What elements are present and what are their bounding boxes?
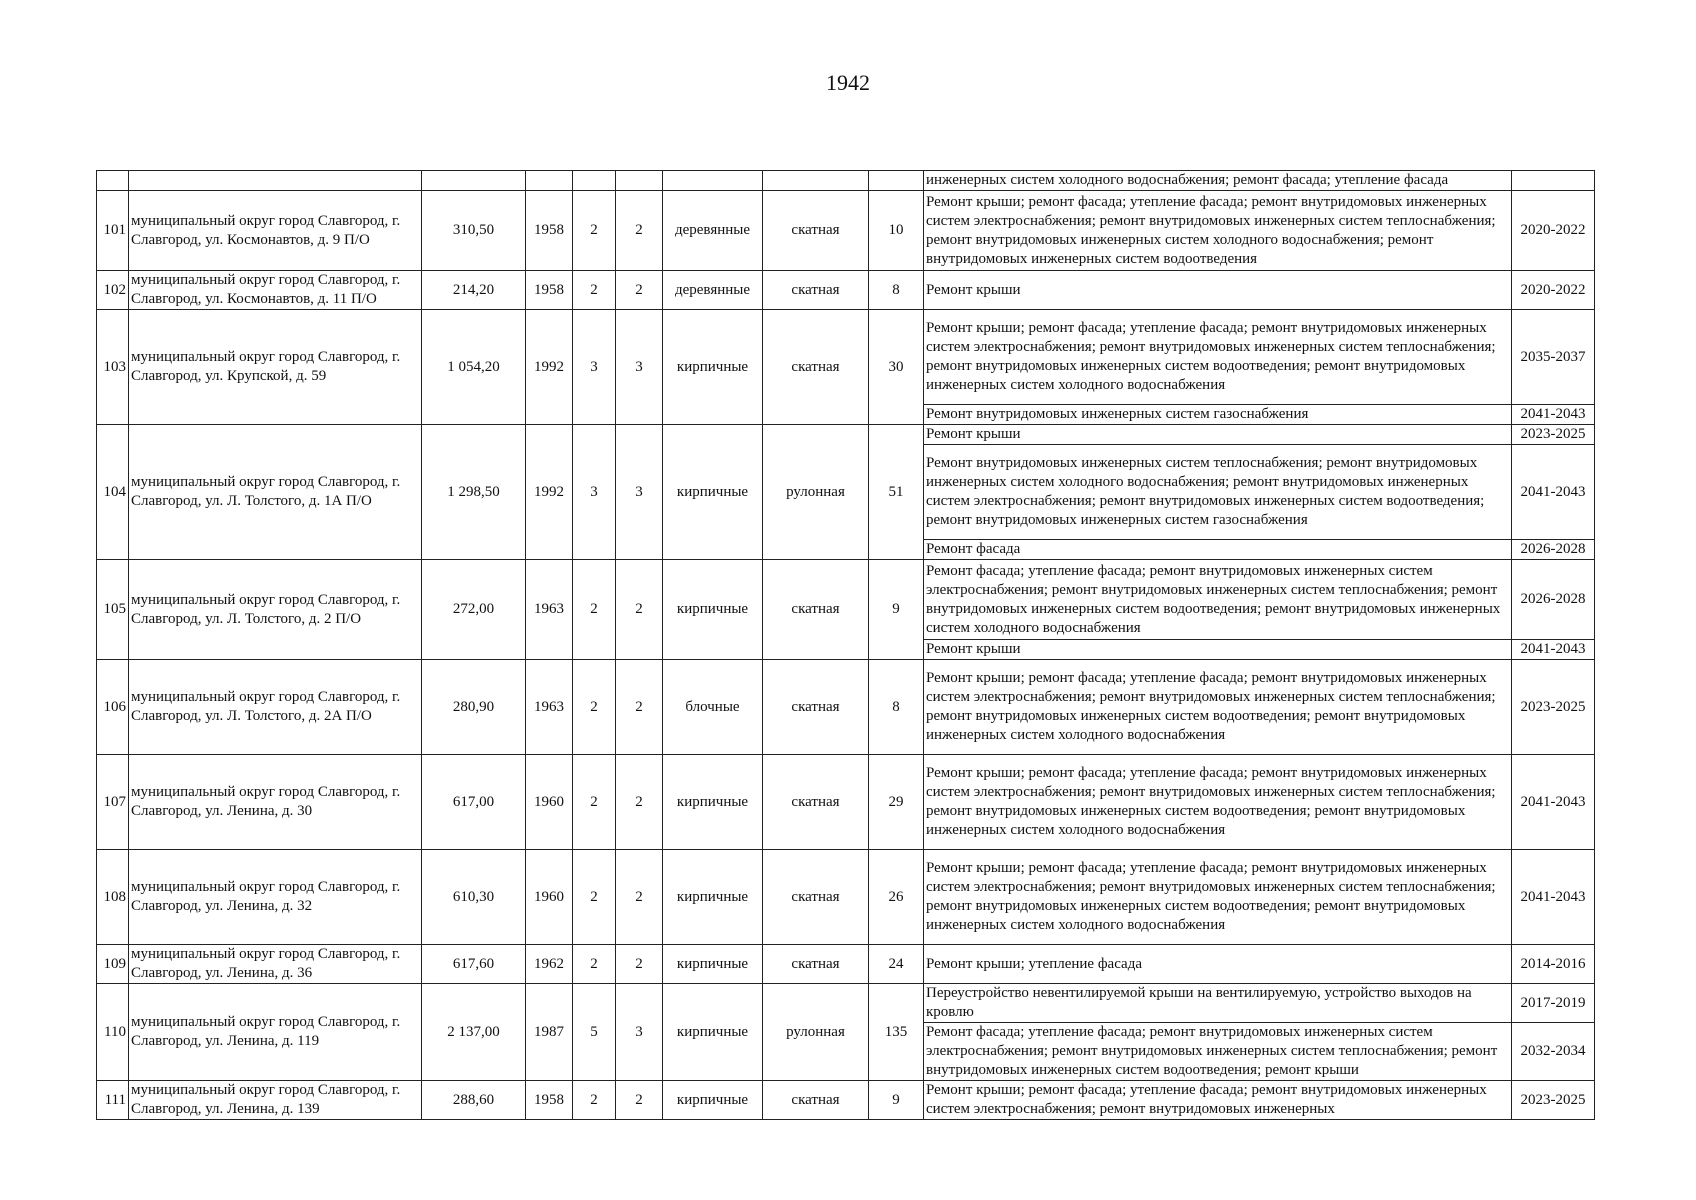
entrances-cell: 2 bbox=[616, 191, 663, 271]
roof-type-cell: скатная bbox=[763, 660, 869, 755]
wall-material-cell: кирпичные bbox=[663, 984, 763, 1081]
row-number: 108 bbox=[97, 850, 129, 945]
cell-empty bbox=[1512, 171, 1595, 191]
wall-material-cell: кирпичные bbox=[663, 1081, 763, 1120]
residents-cell: 24 bbox=[869, 945, 924, 984]
year-cell: 1960 bbox=[526, 755, 573, 850]
work-description: Ремонт крыши bbox=[924, 425, 1512, 445]
wall-material-cell: кирпичные bbox=[663, 310, 763, 425]
entrances-cell: 2 bbox=[616, 560, 663, 660]
row-number: 103 bbox=[97, 310, 129, 425]
wall-material-cell: кирпичные bbox=[663, 755, 763, 850]
wall-material-cell: блочные bbox=[663, 660, 763, 755]
residents-cell: 29 bbox=[869, 755, 924, 850]
residents-cell: 8 bbox=[869, 271, 924, 310]
period-cell: 2041-2043 bbox=[1512, 755, 1595, 850]
row-number: 109 bbox=[97, 945, 129, 984]
roof-type-cell: рулонная bbox=[763, 984, 869, 1081]
table-row bbox=[97, 945, 1595, 984]
address-cell: муниципальный округ город Славгород, г. Славгород, ул. Ленина, д. 119 bbox=[129, 984, 422, 1081]
cell-empty bbox=[526, 171, 573, 191]
table-row bbox=[97, 271, 1595, 310]
address-cell: муниципальный округ город Славгород, г. Славгород, ул. Л. Толстого, д. 2А П/О bbox=[129, 660, 422, 755]
roof-type-cell: скатная bbox=[763, 755, 869, 850]
roof-type-cell: скатная bbox=[763, 271, 869, 310]
entrances-cell: 3 bbox=[616, 425, 663, 560]
row-number: 111 bbox=[97, 1081, 129, 1120]
entrances-cell: 2 bbox=[616, 850, 663, 945]
work-description: Ремонт крыши; ремонт фасада; утепление фасада; ремонт внутридомовых инженерных систем электроснабжения; ремонт внутридомовых инженерных систем теплоснабжения; ремонт внутридомовых инженерных систем водоотведения; ремонт внутридомовых инженерных систем холодного водоснабжения bbox=[924, 755, 1512, 850]
period-cell: 2041-2043 bbox=[1512, 405, 1595, 425]
work-description: Ремонт крыши; ремонт фасада; утепление фасада; ремонт внутридомовых инженерных систем электроснабжения; ремонт внутридомовых инженерных систем теплоснабжения; ремонт внутридомовых инженерных систем водоотведения; ремонт внутридомовых инженерных систем холодного водоснабжения bbox=[924, 660, 1512, 755]
row-number: 106 bbox=[97, 660, 129, 755]
year-cell: 1958 bbox=[526, 191, 573, 271]
cell-empty bbox=[97, 171, 129, 191]
residents-cell: 8 bbox=[869, 660, 924, 755]
table-row bbox=[97, 310, 1595, 405]
entrances-cell: 2 bbox=[616, 1081, 663, 1120]
wall-material-cell: деревянные bbox=[663, 191, 763, 271]
year-cell: 1958 bbox=[526, 1081, 573, 1120]
entrances-cell: 3 bbox=[616, 984, 663, 1081]
work-description: Переустройство невентилируемой крыши на вентилируемую, устройство выходов на кровлю bbox=[924, 984, 1512, 1023]
table-row bbox=[97, 191, 1595, 271]
entrances-cell: 2 bbox=[616, 945, 663, 984]
year-cell: 1958 bbox=[526, 271, 573, 310]
period-cell: 2023-2025 bbox=[1512, 660, 1595, 755]
address-cell: муниципальный округ город Славгород, г. Славгород, ул. Крупской, д. 59 bbox=[129, 310, 422, 425]
floors-cell: 2 bbox=[573, 191, 616, 271]
year-cell: 1963 bbox=[526, 560, 573, 660]
wall-material-cell: кирпичные bbox=[663, 560, 763, 660]
entrances-cell: 2 bbox=[616, 271, 663, 310]
entrances-cell: 3 bbox=[616, 310, 663, 425]
cell-empty bbox=[129, 171, 422, 191]
floors-cell: 2 bbox=[573, 271, 616, 310]
floors-cell: 2 bbox=[573, 755, 616, 850]
address-cell: муниципальный округ город Славгород, г. Славгород, ул. Ленина, д. 30 bbox=[129, 755, 422, 850]
row-number: 105 bbox=[97, 560, 129, 660]
year-cell: 1960 bbox=[526, 850, 573, 945]
address-cell: муниципальный округ город Славгород, г. Славгород, ул. Ленина, д. 32 bbox=[129, 850, 422, 945]
work-description: Ремонт фасада; утепление фасада; ремонт внутридомовых инженерных систем электроснабжения; ремонт внутридомовых инженерных систем теплоснабжения; ремонт внутридомовых инженерных систем водоотведения; ремонт внутридомовых инженерных систем холодного водоснабжения bbox=[924, 560, 1512, 640]
period-cell: 2041-2043 bbox=[1512, 640, 1595, 660]
residents-cell: 9 bbox=[869, 1081, 924, 1120]
wall-material-cell: кирпичные bbox=[663, 945, 763, 984]
table-row bbox=[97, 755, 1595, 850]
address-cell: муниципальный округ город Славгород, г. Славгород, ул. Космонавтов, д. 11 П/О bbox=[129, 271, 422, 310]
area-cell: 610,30 bbox=[422, 850, 526, 945]
year-cell: 1992 bbox=[526, 425, 573, 560]
cell-empty bbox=[422, 171, 526, 191]
work-description: Ремонт внутридомовых инженерных систем теплоснабжения; ремонт внутридомовых инженерных систем холодного водоснабжения; ремонт внутридомовых инженерных систем электроснабжения; ремонт внутридомовых инженерных систем водоотведения; ремонт внутридомовых инженерных систем газоснабжения bbox=[924, 445, 1512, 540]
period-cell: 2035-2037 bbox=[1512, 310, 1595, 405]
residents-cell: 9 bbox=[869, 560, 924, 660]
area-cell: 280,90 bbox=[422, 660, 526, 755]
table-body bbox=[97, 171, 1595, 1120]
work-description: инженерных систем холодного водоснабжения; ремонт фасада; утепление фасада bbox=[924, 171, 1512, 191]
table-row bbox=[97, 850, 1595, 945]
roof-type-cell: скатная bbox=[763, 850, 869, 945]
floors-cell: 2 bbox=[573, 945, 616, 984]
area-cell: 1 298,50 bbox=[422, 425, 526, 560]
cell-empty bbox=[763, 171, 869, 191]
floors-cell: 2 bbox=[573, 850, 616, 945]
roof-type-cell: скатная bbox=[763, 1081, 869, 1120]
wall-material-cell: кирпичные bbox=[663, 425, 763, 560]
page-number: 1942 bbox=[826, 70, 870, 95]
cell-empty bbox=[869, 171, 924, 191]
work-description: Ремонт крыши; ремонт фасада; утепление фасада; ремонт внутридомовых инженерных систем электроснабжения; ремонт внутридомовых инженерных bbox=[924, 1081, 1512, 1120]
area-cell: 617,60 bbox=[422, 945, 526, 984]
table-row bbox=[97, 425, 1595, 445]
floors-cell: 2 bbox=[573, 660, 616, 755]
area-cell: 1 054,20 bbox=[422, 310, 526, 425]
work-description: Ремонт крыши; утепление фасада bbox=[924, 945, 1512, 984]
work-description: Ремонт крыши bbox=[924, 640, 1512, 660]
area-cell: 2 137,00 bbox=[422, 984, 526, 1081]
work-description: Ремонт крыши; ремонт фасада; утепление фасада; ремонт внутридомовых инженерных систем электроснабжения; ремонт внутридомовых инженерных систем теплоснабжения; ремонт внутридомовых инженерных систем водоотведения; ремонт внутридомовых инженерных систем холодного водоснабжения bbox=[924, 850, 1512, 945]
year-cell: 1963 bbox=[526, 660, 573, 755]
residents-cell: 30 bbox=[869, 310, 924, 425]
row-number: 104 bbox=[97, 425, 129, 560]
area-cell: 617,00 bbox=[422, 755, 526, 850]
table-row bbox=[97, 660, 1595, 755]
work-description: Ремонт крыши bbox=[924, 271, 1512, 310]
wall-material-cell: кирпичные bbox=[663, 850, 763, 945]
residents-cell: 135 bbox=[869, 984, 924, 1081]
address-cell: муниципальный округ город Славгород, г. Славгород, ул. Л. Толстого, д. 2 П/О bbox=[129, 560, 422, 660]
period-cell: 2026-2028 bbox=[1512, 540, 1595, 560]
work-description: Ремонт крыши; ремонт фасада; утепление фасада; ремонт внутридомовых инженерных систем электроснабжения; ремонт внутридомовых инженерных систем теплоснабжения; ремонт внутридомовых инженерных систем водоотведения; ремонт внутридомовых инженерных систем холодного водоснабжения bbox=[924, 310, 1512, 405]
period-cell: 2026-2028 bbox=[1512, 560, 1595, 640]
address-cell: муниципальный округ город Славгород, г. Славгород, ул. Л. Толстого, д. 1А П/О bbox=[129, 425, 422, 560]
entrances-cell: 2 bbox=[616, 660, 663, 755]
area-cell: 288,60 bbox=[422, 1081, 526, 1120]
wall-material-cell: деревянные bbox=[663, 271, 763, 310]
floors-cell: 2 bbox=[573, 560, 616, 660]
area-cell: 214,20 bbox=[422, 271, 526, 310]
table-row bbox=[97, 984, 1595, 1023]
row-number: 110 bbox=[97, 984, 129, 1081]
table-row bbox=[97, 1081, 1595, 1120]
period-cell: 2020-2022 bbox=[1512, 271, 1595, 310]
cell-empty bbox=[573, 171, 616, 191]
year-cell: 1987 bbox=[526, 984, 573, 1081]
area-cell: 310,50 bbox=[422, 191, 526, 271]
cell-empty bbox=[616, 171, 663, 191]
period-cell: 2041-2043 bbox=[1512, 445, 1595, 540]
period-cell: 2023-2025 bbox=[1512, 425, 1595, 445]
address-cell: муниципальный округ город Славгород, г. Славгород, ул. Космонавтов, д. 9 П/О bbox=[129, 191, 422, 271]
row-number: 107 bbox=[97, 755, 129, 850]
row-number: 101 bbox=[97, 191, 129, 271]
roof-type-cell: рулонная bbox=[763, 425, 869, 560]
table-row bbox=[97, 560, 1595, 640]
roof-type-cell: скатная bbox=[763, 310, 869, 425]
period-cell: 2017-2019 bbox=[1512, 984, 1595, 1023]
work-description: Ремонт фасада bbox=[924, 540, 1512, 560]
roof-type-cell: скатная bbox=[763, 191, 869, 271]
area-cell: 272,00 bbox=[422, 560, 526, 660]
address-cell: муниципальный округ город Славгород, г. Славгород, ул. Ленина, д. 139 bbox=[129, 1081, 422, 1120]
floors-cell: 3 bbox=[573, 310, 616, 425]
year-cell: 1992 bbox=[526, 310, 573, 425]
period-cell: 2032-2034 bbox=[1512, 1023, 1595, 1081]
year-cell: 1962 bbox=[526, 945, 573, 984]
residents-cell: 51 bbox=[869, 425, 924, 560]
roof-type-cell: скатная bbox=[763, 945, 869, 984]
period-cell: 2020-2022 bbox=[1512, 191, 1595, 271]
continuation-row bbox=[97, 171, 1595, 191]
roof-type-cell: скатная bbox=[763, 560, 869, 660]
housing-register-table bbox=[96, 170, 1595, 1120]
residents-cell: 26 bbox=[869, 850, 924, 945]
period-cell: 2023-2025 bbox=[1512, 1081, 1595, 1120]
entrances-cell: 2 bbox=[616, 755, 663, 850]
work-description: Ремонт внутридомовых инженерных систем газоснабжения bbox=[924, 405, 1512, 425]
row-number: 102 bbox=[97, 271, 129, 310]
period-cell: 2041-2043 bbox=[1512, 850, 1595, 945]
work-description: Ремонт крыши; ремонт фасада; утепление фасада; ремонт внутридомовых инженерных систем электроснабжения; ремонт внутридомовых инженерных систем теплоснабжения; ремонт внутридомовых инженерных систем холодного водоснабжения; ремонт внутридомовых инженерных систем водоотведения bbox=[924, 191, 1512, 271]
floors-cell: 2 bbox=[573, 1081, 616, 1120]
floors-cell: 5 bbox=[573, 984, 616, 1081]
period-cell: 2014-2016 bbox=[1512, 945, 1595, 984]
residents-cell: 10 bbox=[869, 191, 924, 271]
address-cell: муниципальный округ город Славгород, г. Славгород, ул. Ленина, д. 36 bbox=[129, 945, 422, 984]
work-description: Ремонт фасада; утепление фасада; ремонт внутридомовых инженерных систем электроснабжения; ремонт внутридомовых инженерных систем теплоснабжения; ремонт внутридомовых инженерных систем водоотведения; ремонт крыши bbox=[924, 1023, 1512, 1081]
floors-cell: 3 bbox=[573, 425, 616, 560]
cell-empty bbox=[663, 171, 763, 191]
